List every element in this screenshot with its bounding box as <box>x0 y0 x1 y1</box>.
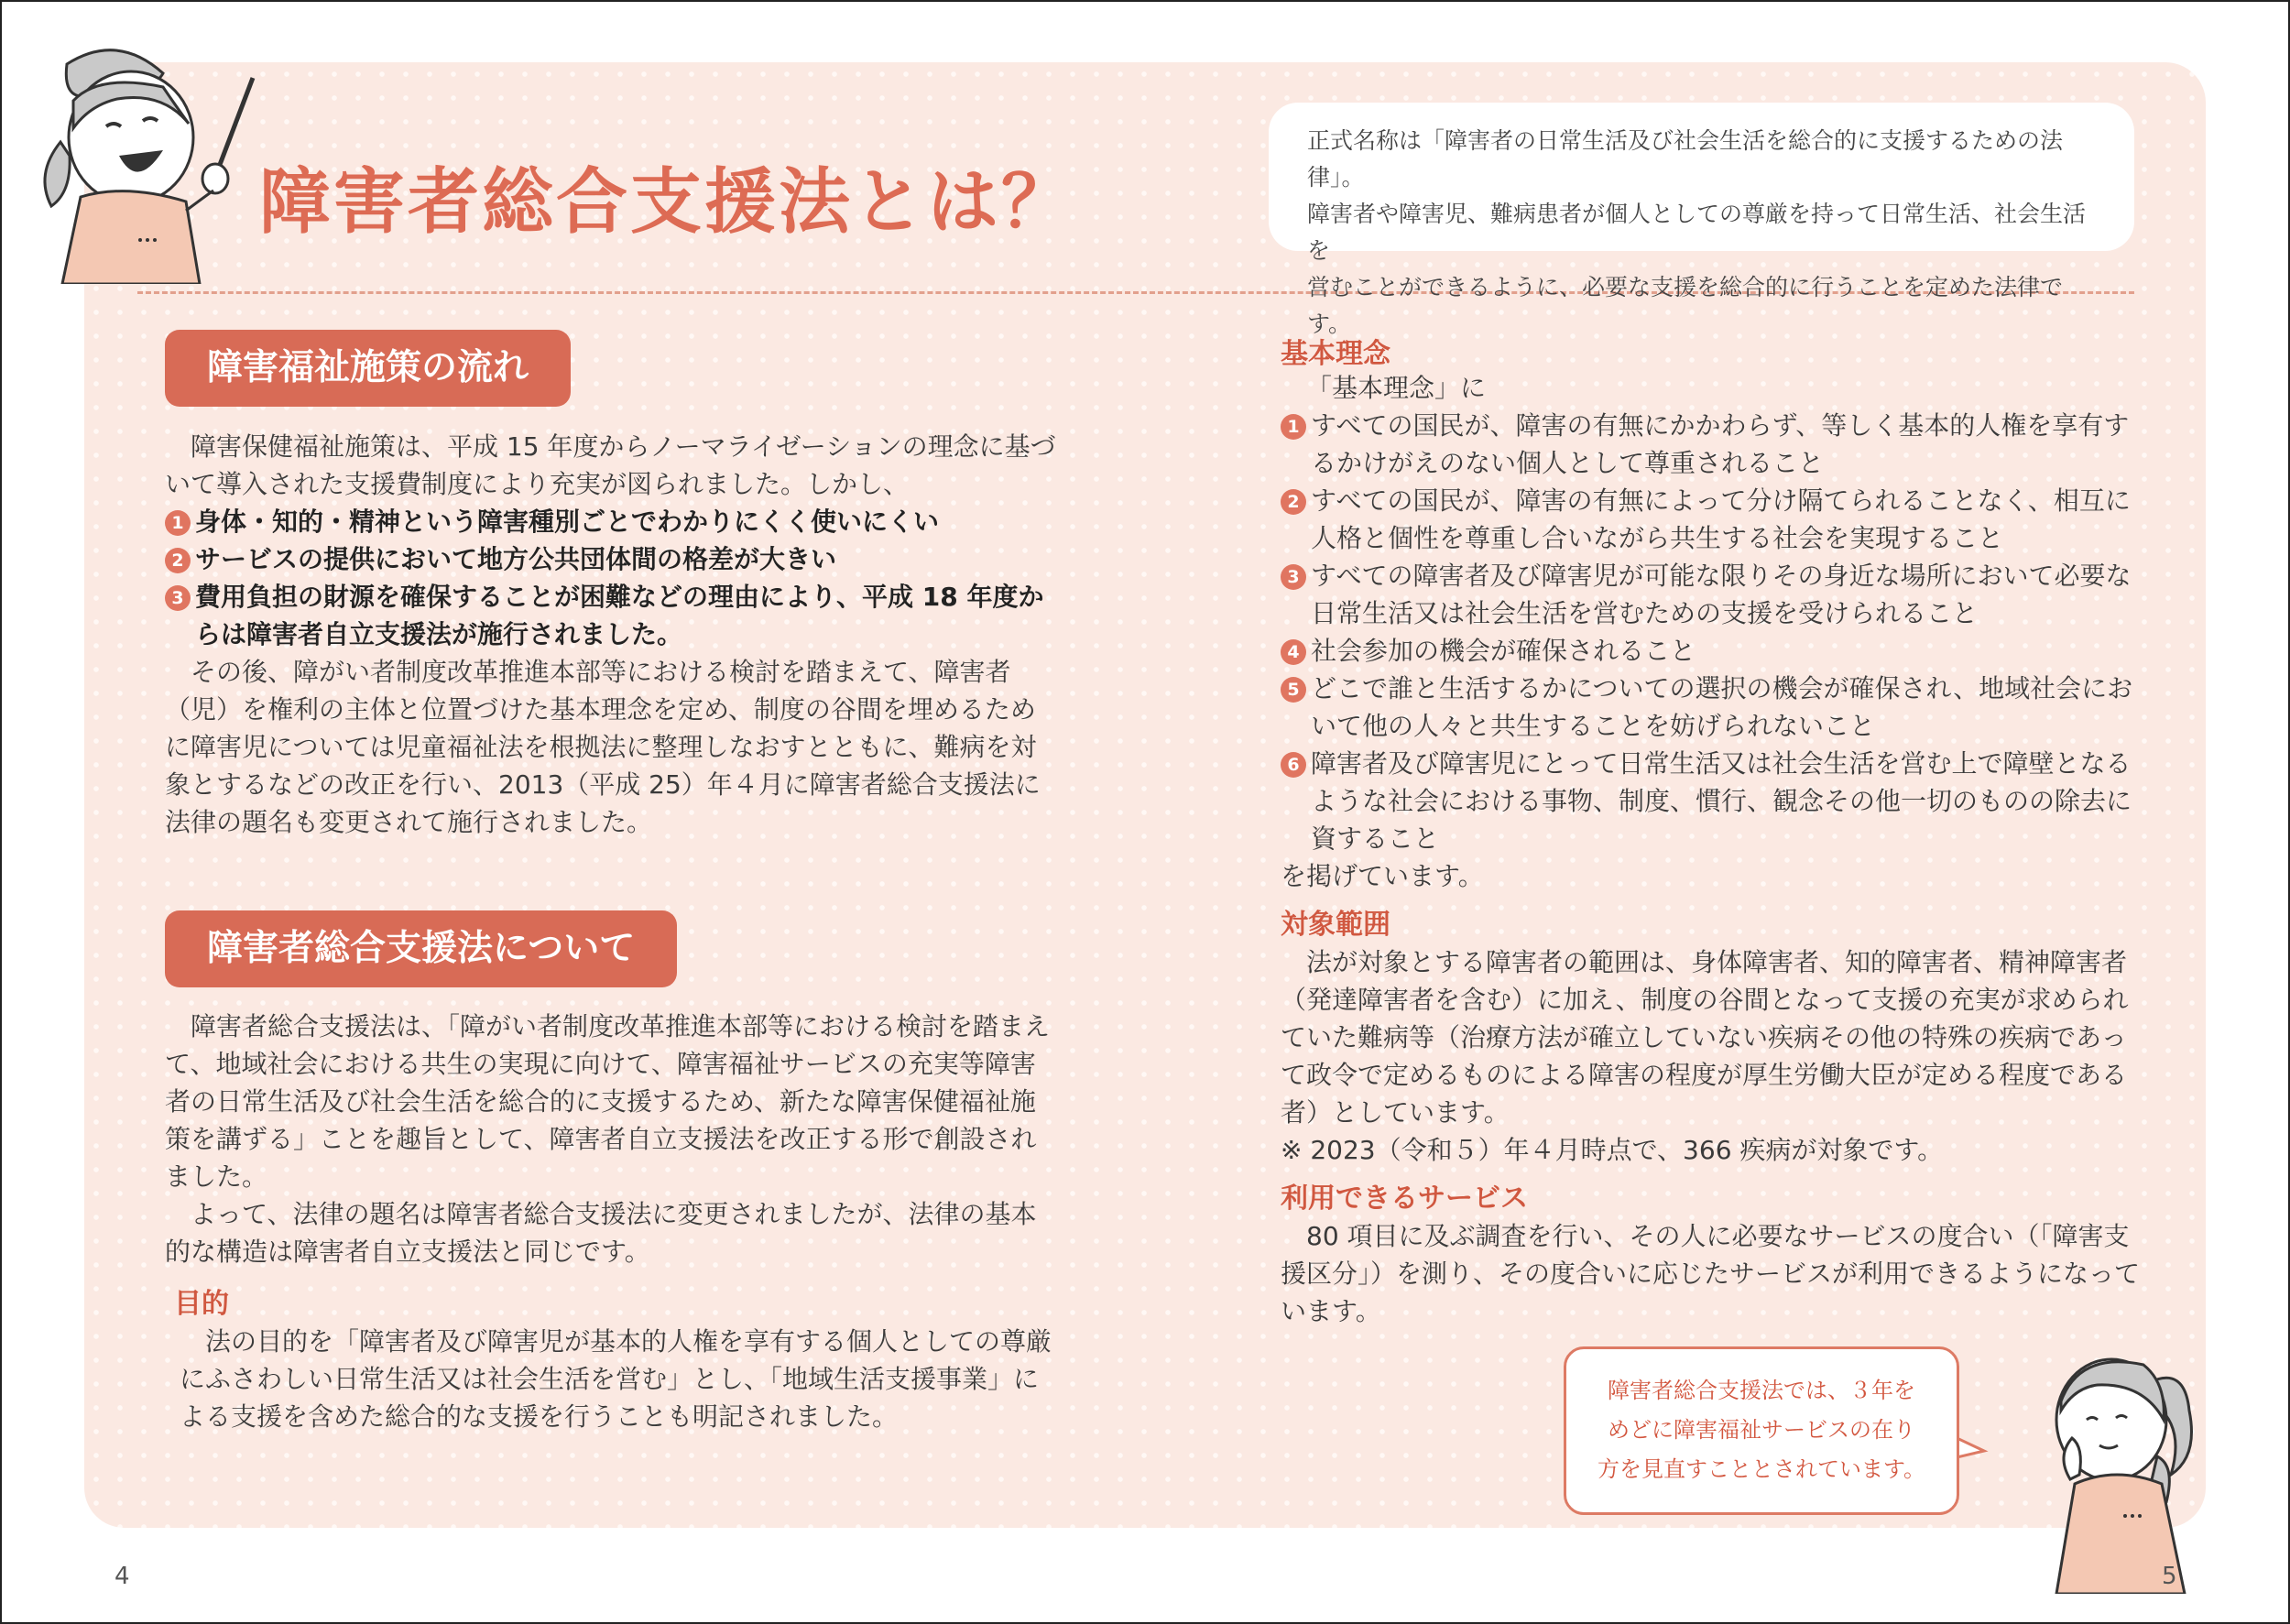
section-heading-about: 障害者総合支援法について <box>165 910 677 987</box>
speech-bubble <box>1564 1346 1959 1515</box>
number-badge: 6 <box>1281 752 1306 778</box>
page-number-left: 4 <box>114 1563 130 1590</box>
info-line: 営むことができるように、必要な支援を総合的に行うことを定めた法律です。 <box>1307 274 2064 337</box>
section2-body <box>165 1008 1058 1435</box>
principle-heading: 基本理念 <box>1281 338 1390 370</box>
section1-after: その後、障がい者制度改革推進本部等における検討を踏まえて、障害者（児）を権利の主体と位置づけた基本理念を定め、制度の谷間を埋めるために障害児については児童福祉法を根拠法に整理しなおすとともに、難病を対象とするなどの改正を行い、2013（平成 25）年４月に障害者総合支援法に法律の題名も変更されて施行されました。 <box>165 657 1041 837</box>
number-badge: 5 <box>1281 677 1306 703</box>
principle-item: 2 すべての国民が、障害の有無によって分け隔てられることなく、相互に人格と個性を尊重し合いながら共生する社会を実現すること <box>1281 482 2142 557</box>
scope-heading: 対象範囲 <box>1281 909 1390 941</box>
number-badge: 2 <box>1281 489 1306 515</box>
scope-note: ※ 2023（令和５）年４月時点で、366 疾病が対象です。 <box>1281 1135 1944 1165</box>
info-line: 障害者や障害児、難病患者が個人としての尊厳を持って日常生活、社会生活を <box>1307 201 2087 264</box>
section1-intro: 障害保健福祉施策は、平成 15 年度からノーマライゼーションの理念に基づいて導入された支援費制度により充実が図られました。しかし、 <box>165 431 1056 499</box>
page-title: 障害者総合支援法とは？ <box>259 161 1076 244</box>
section1-point: 1 身体・知的・精神という障害種別ごとでわかりにくく使いにくい <box>165 503 1058 540</box>
teacher-illustration <box>26 37 273 284</box>
section-heading-flow: 障害福祉施策の流れ <box>165 330 571 407</box>
bubble-line: 障害者総合支援法では、３年を <box>1608 1378 1915 1403</box>
bubble-line: めどに障害福祉サービスの在り <box>1608 1417 1915 1443</box>
principle-item: 1 すべての国民が、障害の有無にかかわらず、等しく基本的人権を享有するかけがえのない個人として尊重されること <box>1281 407 2142 482</box>
number-badge: 4 <box>1281 639 1306 665</box>
page-number-right: 5 <box>2162 1563 2177 1590</box>
thinking-woman-illustration <box>1988 1328 2226 1594</box>
purpose-text: 法の目的を「障害者及び障害児が基本的人権を享有する個人としての尊厳にふさわしい日常生活又は社会生活を営む」とし、「地域生活支援事業」による支援を含めた総合的な支援を行うことも明記されました。 <box>180 1326 1052 1432</box>
principle-item: 4 社会参加の機会が確保されること <box>1281 632 2142 670</box>
number-badge: 1 <box>1281 414 1306 440</box>
number-badge: 2 <box>165 548 191 573</box>
principle-item: 3 すべての障害者及び障害児が可能な限りその身近な場所において必要な日常生活又は社会生活を営むための支援を受けられること <box>1281 557 2142 632</box>
right-column <box>1281 335 2142 1330</box>
number-badge: 3 <box>1281 564 1306 590</box>
section1-point: 2 サービスの提供において地方公共団体間の格差が大きい <box>165 540 1058 578</box>
section2-p2: よって、法律の題名は障害者総合支援法に変更されましたが、法律の基本的な構造は障害者自立支援法と同じです。 <box>165 1199 1037 1267</box>
info-box <box>1269 103 2134 337</box>
bubble-line: 方を見直すこととされています。 <box>1597 1456 1926 1482</box>
info-line: 正式名称は「障害者の日常生活及び社会生活を総合的に支援するための法律」。 <box>1307 127 2064 191</box>
scope-text: 法が対象とする障害者の範囲は、身体障害者、知的障害者、精神障害者（発達障害者を含む）に加え、制度の谷間となって支援の充実が求められていた難病等（治療方法が確立していない疾病その他の特殊の疾病であって政令で定めるものによる障害の程度が厚生労働大臣が定める程度である者）としています。 <box>1281 947 2129 1128</box>
number-badge: 3 <box>165 585 191 611</box>
principle-outro: を掲げています。 <box>1281 861 1484 891</box>
service-heading: 利用できるサービス <box>1281 1183 1528 1215</box>
principle-item: 6 障害者及び障害児にとって日常生活又は社会生活を営む上で障壁となるような社会における事物、制度、慣行、観念その他一切のものの除去に資すること <box>1281 745 2142 857</box>
principle-intro: 「基本理念」に <box>1306 373 1487 403</box>
section2-p1: 障害者総合支援法は、「障がい者制度改革推進本部等における検討を踏まえて、地域社会における共生の実現に向けて、障害福祉サービスの充実等障害者の日常生活及び社会生活を総合的に支援するため、新たな障害保健福祉施策を講ずる」ことを趣旨として、障害者自立支援法を改正する形で創設されました。 <box>165 1011 1051 1192</box>
number-badge: 1 <box>165 510 191 536</box>
purpose-heading: 目的 <box>174 1288 229 1320</box>
section1-point: 3 費用負担の財源を確保することが困難などの理由により、平成 18 年度からは障害者自立支援法が施行されました。 <box>165 578 1058 653</box>
principle-item: 5 どこで誰と生活するかについての選択の機会が確保され、地域社会において他の人々と共生することを妨げられないこと <box>1281 670 2142 745</box>
service-text: 80 項目に及ぶ調査を行い、その人に必要なサービスの度合い（「障害支援区分」）を測り、その度合いに応じたサービスが利用できるようになっています。 <box>1281 1221 2141 1326</box>
section1-body <box>165 428 1058 841</box>
